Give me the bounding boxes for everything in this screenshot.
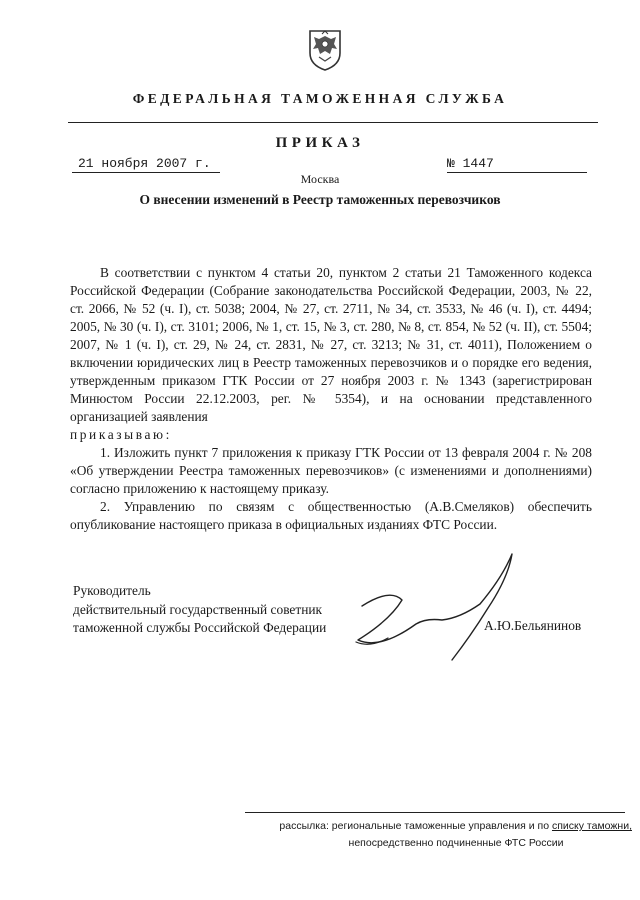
coat-of-arms-emblem (307, 27, 343, 71)
mailing-line-2: непосредственно подчиненные ФТС России (348, 837, 564, 849)
document-type: ПРИКАЗ (275, 135, 365, 151)
order-number: № 1447 (447, 156, 587, 173)
signer-name: А.Ю.Бельянинов (484, 618, 582, 633)
header-divider (68, 122, 598, 123)
item-2-paragraph: 2. Управлению по связям с общественностью (А.В.Смеляков) обеспечить опубликование настоящего приказа в официальных изданиях ФТС России. (70, 499, 592, 532)
signatory-position: Руководитель (73, 583, 151, 598)
order-subject: О внесении изменений в Реестр таможенных перевозчиков (139, 192, 501, 207)
decree-word: приказываю: (70, 427, 172, 442)
handwritten-signature (330, 548, 530, 668)
signatory-service: таможенной службы Российской Федерации (73, 620, 327, 635)
mailing-divider (245, 812, 625, 813)
order-body (70, 264, 592, 534)
item-1-paragraph: 1. Изложить пункт 7 приложения к приказу ГТК России от 13 февраля 2004 г. № 208 «Об утверждении Реестра таможенных перевозчиков» (с изменениями и дополнениями) согласно приложению к настоящему приказу. (70, 445, 592, 496)
agency-name: ФЕДЕРАЛЬНАЯ ТАМОЖЕННАЯ СЛУЖБА (132, 91, 508, 106)
order-city: Москва (300, 172, 340, 186)
order-date: 21 ноября 2007 г. (72, 156, 220, 173)
mailing-prefix: рассылка: региональные таможенные управления и по (279, 820, 552, 832)
mailing-list-link: списку таможни, (551, 820, 632, 832)
mailing-list (250, 818, 632, 852)
signatory-rank: действительный государственный советник (73, 601, 323, 617)
preamble-paragraph: В соответствии с пунктом 4 статьи 20, пунктом 2 статьи 21 Таможенного кодекса Российской Федерации (Собрание законодательства Российской Федерации, 2003, № 22, ст. 2066, № 52 (ч. I), ст. 5038; 2004, № 27, ст. 2711, № 34, ст. 3533, № 46 (ч. I), ст. 4494; 2005, № 30 (ч. I), ст. 3101; 2006, № 1, ст. 15, № 3, ст. 280, № 8, ст. 854, № 52 (ч. II), ст. 5504; 2007, № 1 (ч. I), ст. 29, № 24, ст. 2831, № 27, ст. 3213; № 31, ст. 4011), Положением о включении юридических лиц в Реестр таможенных перевозчиков и о порядке его ведения, утвержденным приказом ГТК России от 27 ноября 2003 г. № 1343 (зарегистрирован Минюстом России 22.12.2003, рег. № 5354), и на основании представленного организацией заявления (70, 265, 592, 424)
